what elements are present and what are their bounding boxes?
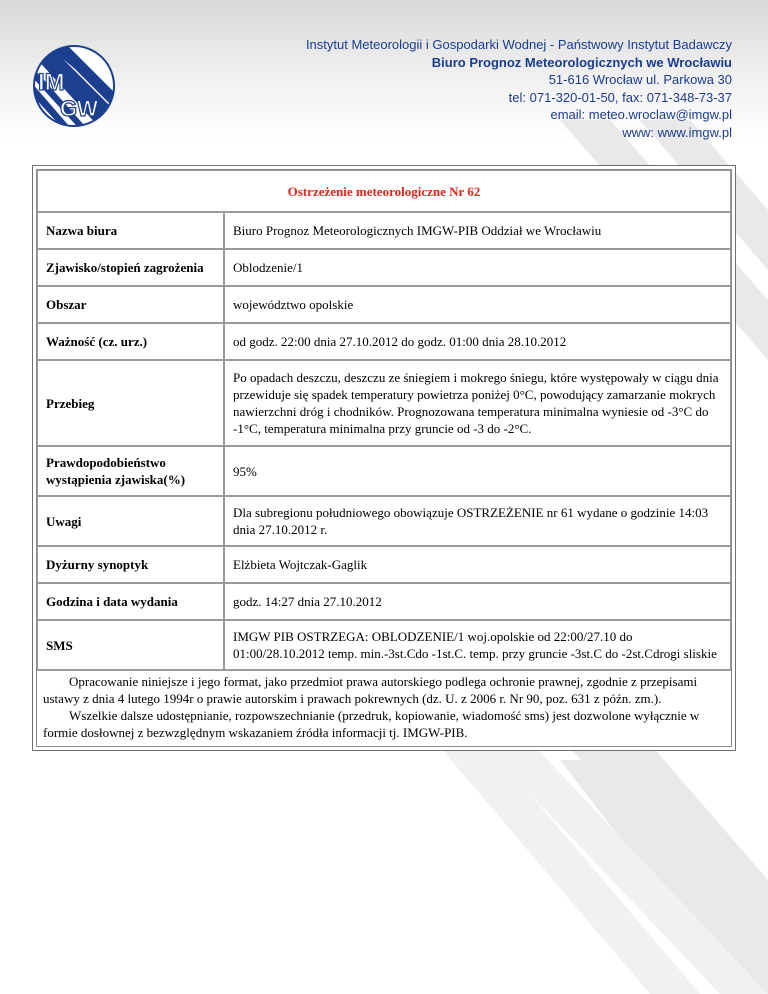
row-label-area: Obszar	[37, 286, 224, 323]
table-row	[37, 286, 731, 323]
institution-header	[306, 36, 732, 141]
office-website[interactable]: www: www.imgw.pl	[622, 124, 732, 140]
row-value-office: Biuro Prognoz Meteorologicznych IMGW-PIB Oddział we Wrocławiu	[224, 212, 731, 249]
warning-frame	[36, 169, 732, 747]
copyright-notice	[37, 670, 731, 746]
row-label-phenomenon: Zjawisko/stopień zagrożenia	[37, 249, 224, 286]
table-row	[37, 446, 731, 496]
warning-table	[37, 170, 731, 670]
warning-document	[32, 165, 736, 751]
row-value-area: województwo opolskie	[224, 286, 731, 323]
table-row	[37, 583, 731, 620]
table-row	[37, 620, 731, 670]
warning-title: Ostrzeżenie meteorologiczne Nr 62	[37, 170, 731, 212]
table-row	[37, 496, 731, 546]
office-name: Biuro Prognoz Meteorologicznych we Wrocławiu	[431, 54, 732, 70]
table-row	[37, 546, 731, 583]
office-phone: tel: 071-320-01-50, fax: 071-348-73-37	[508, 89, 732, 105]
row-value-phenomenon: Oblodzenie/1	[224, 249, 731, 286]
row-value-probability: 95%	[224, 446, 731, 496]
office-email[interactable]: email: meteo.wroclaw@imgw.pl	[550, 107, 732, 122]
row-label-sms: SMS	[37, 620, 224, 670]
row-value-sms: IMGW PIB OSTRZEGA: OBLODZENIE/1 woj.opolskie od 22:00/27.10 do 01:00/28.10.2012 temp. min.-3st.Cdo -1st.C. temp. przy gruncie -3st.C do -2st.Cdrogi sliskie	[224, 620, 731, 670]
table-row	[37, 249, 731, 286]
table-row	[37, 360, 731, 446]
row-value-course: Po opadach deszczu, deszczu ze śniegiem i mokrego śniegu, które występowały w ciągu dnia przewiduje się spadek temperatury powietrza poniżej 0°C, powodujący zamarzanie mokrych nawierzchni dróg i chodników. Prognozowana temperatura minimalna wyniesie od -3°C do -1°C, temperatura minimalna przy gruncie od -3 do -2°C.	[224, 360, 731, 446]
copyright-paragraph-1: Opracowanie niniejsze i jego format, jako przedmiot prawa autorskiego podlega ochronie prawnej, zgodnie z przepisami ustawy z dnia 4 lutego 1994r o prawie autorskim i prawach pokrewnych (dz. U. z 2006 r. Nr 90, poz. 631 z późn. zm.).	[43, 674, 698, 706]
table-row	[37, 212, 731, 249]
row-label-course: Przebieg	[37, 360, 224, 446]
imgw-logo	[32, 44, 116, 128]
title-row	[37, 170, 731, 212]
table-row	[37, 323, 731, 360]
row-value-notes: Dla subregionu południowego obowiązuje OSTRZEŻENIE nr 61 wydane o godzinie 14:03 dnia 27.10.2012 r.	[224, 496, 731, 546]
row-value-forecaster: Elżbieta Wojtczak-Gaglik	[224, 546, 731, 583]
institute-name: Instytut Meteorologii i Gospodarki Wodnej - Państwowy Instytut Badawczy	[305, 37, 732, 52]
copyright-paragraph-2: Wszelkie dalsze udostępnianie, rozpowszechnianie (przedruk, kopiowanie, wiadomość sms) jest dozwolone wyłącznie w formie dosłownej z bezwzględnym wskazaniem źródła informacji tj. IMGW-PIB.	[43, 708, 700, 740]
row-label-office: Nazwa biura	[37, 212, 224, 249]
row-label-issue-time: Godzina i data wydania	[37, 583, 224, 620]
logo-text-bottom: GW	[60, 96, 98, 121]
row-value-validity: od godz. 22:00 dnia 27.10.2012 do godz. 01:00 dnia 28.10.2012	[224, 323, 731, 360]
row-label-probability: Prawdopodobieństwo wystąpienia zjawiska(%)	[37, 446, 224, 496]
row-label-notes: Uwagi	[37, 496, 224, 546]
row-label-forecaster: Dyżurny synoptyk	[37, 546, 224, 583]
row-value-issue-time: godz. 14:27 dnia 27.10.2012	[224, 583, 731, 620]
logo-text-top: IM	[38, 69, 65, 96]
office-address: 51-616 Wrocław ul. Parkowa 30	[548, 72, 732, 87]
row-label-validity: Ważność (cz. urz.)	[37, 323, 224, 360]
